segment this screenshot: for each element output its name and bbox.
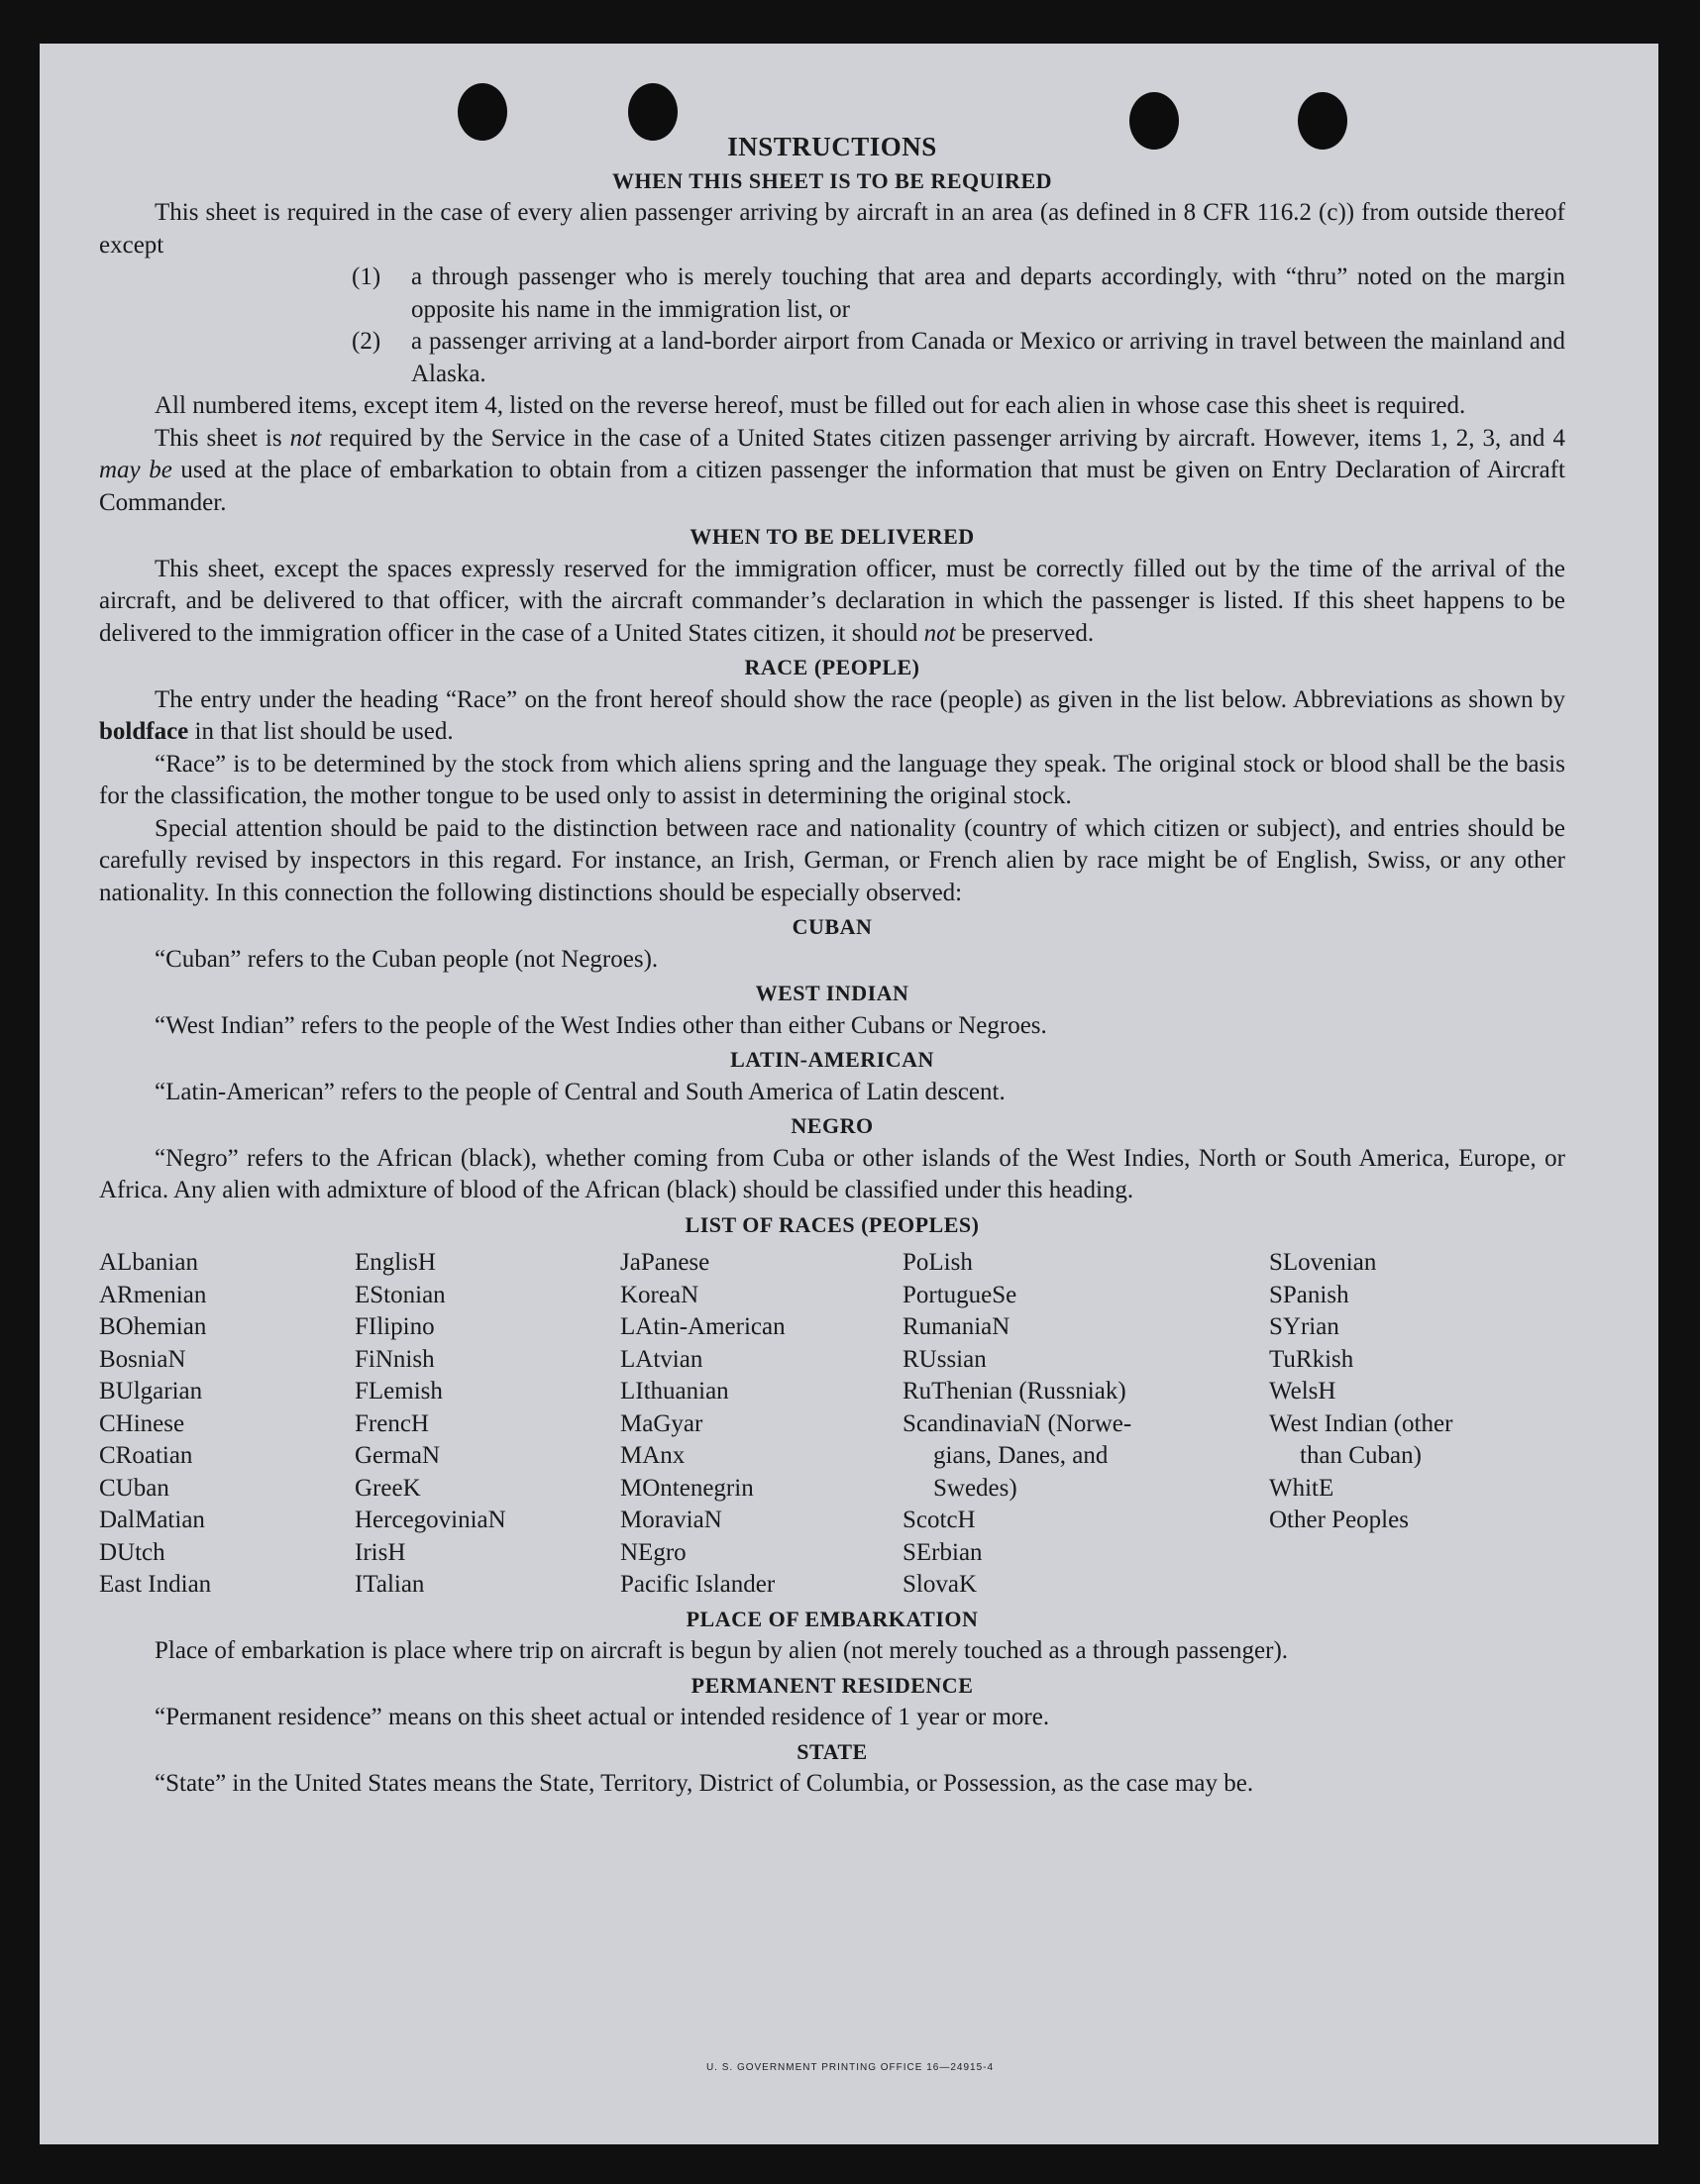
heading-negro: NEGRO (791, 1113, 874, 1138)
race-entry: CUban (99, 1474, 169, 1502)
heading-west-indian: WEST INDIAN (755, 981, 909, 1005)
race-entry: SErbian (903, 1538, 983, 1566)
paragraph: “Permanent residence” means on this sheet actual or intended residence of 1 year or more. (155, 1704, 1050, 1730)
paragraph: All numbered items, except item 4, listed on the reverse hereof, must be filled out for each alien in whose case this sheet is required. (155, 392, 1466, 419)
printer-imprint: U. S. GOVERNMENT PRINTING OFFICE 16—24915-4 (705, 2062, 995, 2073)
race-entry: HercegoviniaN (355, 1507, 506, 1533)
race-entry: LIthuanian (620, 1378, 729, 1404)
text-run: This sheet is (155, 424, 290, 452)
paragraph: Special attention should be paid to the distinction between race and nationality (country of which citizen or subject), and entries should be carefully revised by inspectors in this regard. For instance, an Irish, German, or French alien by race might be of English, Swiss, or any other nationality. In this connection the following distinctions should be especially observed: (99, 814, 1565, 906)
heading-when-required: WHEN THIS SHEET IS TO BE REQUIRED (611, 167, 1053, 193)
list-item (99, 261, 1565, 326)
race-entry: ALbanian (99, 1249, 198, 1276)
paragraph: “West Indian” refers to the people of the West Indies other than either Cubans or Negroes. (155, 1011, 1047, 1039)
race-entry: FLemish (355, 1378, 443, 1404)
bold-text: boldface (99, 718, 189, 745)
race-entry: FIlipino (355, 1313, 435, 1340)
race-entry: than Cuban) (1300, 1442, 1422, 1469)
item-number: (1) (352, 263, 381, 290)
emphasis: not (289, 424, 322, 452)
text-run: required by the Service in the case of a United States citizen passenger arriving by aircraft. However, items 1, 2, 3, and 4 (321, 424, 1565, 452)
races-column (903, 1247, 1269, 1602)
race-entry: MAnx (620, 1442, 686, 1469)
race-entry: FiNnish (355, 1345, 435, 1373)
race-entry: Pacific Islander (620, 1571, 776, 1598)
paragraph: “Negro” refers to the African (black), whether coming from Cuba or other islands of the West Indies, North or South America, Europe, or Africa. Any alien with admixture of blood of the African (black) should be classified under this heading. (99, 1144, 1565, 1203)
heading-residence: PERMANENT RESIDENCE (691, 1672, 974, 1698)
races-column (620, 1247, 903, 1602)
races-column (1269, 1247, 1527, 1602)
text-run: be preserved. (955, 619, 1095, 647)
paragraph: “Cuban” refers to the Cuban people (not Negroes). (155, 945, 659, 973)
race-entry: GreeK (355, 1474, 421, 1502)
race-entry: MoraviaN (620, 1507, 722, 1533)
race-entry: MaGyar (620, 1409, 703, 1437)
race-entry: Other Peoples (1269, 1507, 1409, 1533)
emphasis: may be (99, 457, 172, 483)
race-entry: WelsH (1269, 1378, 1336, 1404)
text-run: This sheet, except the spaces expressly reserved for the immigration officer, must be correctly filled out by the time of the arrival of the aircraft, and be delivered to that officer, with the aircraft commander’s declaration in which the passenger is listed. If this sheet happens to be delivered to the immigration officer in the case of a United States citizen, it should (99, 555, 1565, 647)
race-entry: East Indian (99, 1571, 212, 1598)
paragraph: “Latin-American” refers to the people of Central and South America of Latin descent. (155, 1078, 1006, 1105)
heading-list-of-races: LIST OF RACES (PEOPLES) (685, 1211, 980, 1237)
paragraph (99, 423, 1565, 520)
race-entry: DUtch (99, 1538, 165, 1566)
instructions-body (99, 87, 1565, 1801)
paragraph (99, 554, 1565, 651)
race-entry: West Indian (other (1269, 1409, 1453, 1437)
paragraph: This sheet is required in the case of every alien passenger arriving by aircraft in an area (as defined in 8 CFR 116.2 (c)) from outside thereof except (99, 199, 1565, 259)
paragraph: “State” in the United States means the State, Territory, District of Columbia, or Possession, as the case may be. (155, 1770, 1254, 1797)
race-entry: Swedes) (933, 1474, 1017, 1502)
item-number: (2) (352, 328, 381, 355)
race-entry: LAtvian (620, 1345, 703, 1373)
text-run: used at the place of embarkation to obtain from a citizen passenger the information that must be given on Entry Declaration of Aircraft Commander. (99, 457, 1566, 516)
race-entry: SlovaK (903, 1571, 977, 1598)
race-entry: MOntenegrin (620, 1474, 754, 1502)
race-entry: LAtin-American (620, 1313, 786, 1340)
race-entry: EnglisH (355, 1249, 436, 1276)
race-entry: BUlgarian (99, 1378, 203, 1404)
race-entry: KoreaN (620, 1281, 699, 1308)
race-entry: SPanish (1269, 1281, 1349, 1308)
races-list (99, 1247, 1565, 1602)
race-entry: BosniaN (99, 1345, 186, 1373)
heading-cuban: CUBAN (792, 914, 873, 939)
race-entry: ARmenian (99, 1281, 207, 1308)
item-text: a passenger arriving at a land-border airport from Canada or Mexico or arriving in travel between the mainland and Alaska. (411, 328, 1565, 387)
emphasis: not (923, 619, 956, 647)
race-entry: WhitE (1269, 1474, 1334, 1502)
text-run: The entry under the heading “Race” on the front hereof should show the race (people) as given in the list below. Abbreviations as shown by (155, 685, 1565, 713)
race-entry: SYrian (1269, 1313, 1339, 1340)
race-entry: ITalian (355, 1571, 425, 1598)
race-entry: DalMatian (99, 1507, 205, 1533)
heading-embarkation: PLACE OF EMBARKATION (686, 1606, 979, 1631)
heading-when-delivered: WHEN TO BE DELIVERED (690, 524, 975, 549)
race-entry: CHinese (99, 1409, 185, 1437)
paragraph (99, 684, 1565, 749)
item-text: a through passenger who is merely touching that area and departs accordingly, with “thru” noted on the margin opposite his name in the immigration list, or (411, 263, 1565, 323)
races-column (99, 1247, 355, 1602)
text-run: in that list should be used. (188, 718, 454, 745)
race-entry: gians, Danes, and (933, 1442, 1109, 1469)
race-entry: JaPanese (620, 1249, 710, 1276)
heading-latin-american: LATIN-AMERICAN (730, 1047, 934, 1072)
race-entry: RUssian (903, 1345, 987, 1373)
race-entry: ScandinaviaN (Norwe- (903, 1409, 1132, 1437)
race-entry: SLovenian (1269, 1249, 1377, 1276)
race-entry: RumaniaN (903, 1313, 1010, 1340)
race-entry: NEgro (620, 1538, 687, 1566)
race-entry: GermaN (355, 1442, 441, 1469)
paragraph: Place of embarkation is place where trip on aircraft is begun by alien (not merely touched as a through passenger). (155, 1637, 1289, 1664)
races-column (355, 1247, 620, 1602)
heading-state: STATE (797, 1738, 868, 1764)
race-entry: FrencH (355, 1409, 429, 1437)
page-title: INSTRUCTIONS (727, 132, 937, 161)
race-entry: RuThenian (Russniak) (903, 1378, 1126, 1404)
heading-race: RACE (PEOPLE) (744, 655, 920, 679)
race-entry: IrisH (355, 1538, 406, 1566)
list-item (99, 326, 1565, 390)
race-entry: TuRkish (1269, 1345, 1354, 1373)
race-entry: ScotcH (903, 1507, 976, 1533)
race-entry: PoLish (903, 1249, 973, 1276)
race-entry: BOhemian (99, 1313, 207, 1340)
race-entry: PortugueSe (903, 1281, 1017, 1308)
race-entry: EStonian (355, 1281, 446, 1308)
paragraph: “Race” is to be determined by the stock from which aliens spring and the language they speak. The original stock or blood shall be the basis for the classification, the mother tongue to be used only to assist in determining the original stock. (99, 750, 1565, 809)
race-entry: CRoatian (99, 1442, 193, 1469)
